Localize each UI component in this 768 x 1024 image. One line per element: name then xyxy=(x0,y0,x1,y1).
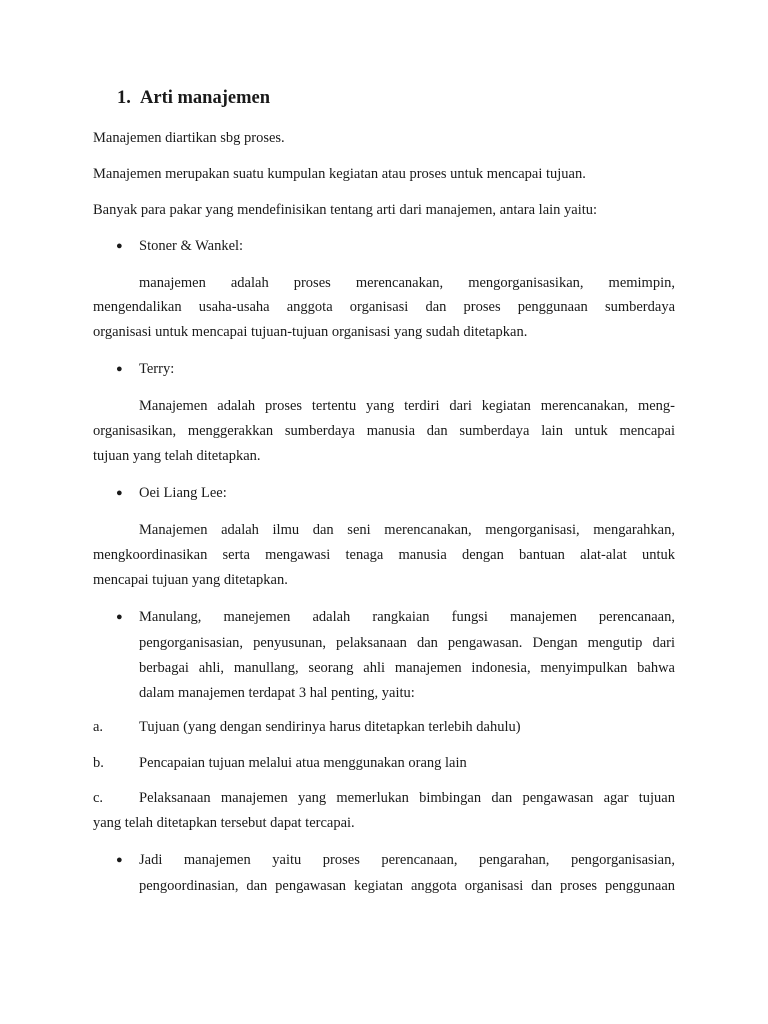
point-text: Pencapaian tujuan melalui atua menggunakan orang lain xyxy=(139,755,467,771)
conclusion-line: Jadi manajemen yaitu proses perencanaan, pengarahan, pengorganisasian, xyxy=(139,852,675,868)
bullet-icon: ● xyxy=(116,240,123,252)
expert-definition-line: tujuan yang telah ditetapkan. xyxy=(93,448,261,464)
point-marker: b. xyxy=(93,755,104,771)
heading-number: 1. xyxy=(117,88,131,108)
expert-name-stoner-wankel: Stoner & Wankel: xyxy=(139,238,244,254)
bullet-icon: ● xyxy=(116,487,123,499)
bullet-icon: ● xyxy=(116,854,123,866)
manulang-line: pengorganisasian, penyusunan, pelaksanaan dan pengawasan. Dengan mengutip dari xyxy=(139,635,675,651)
bullet-icon: ● xyxy=(116,363,123,375)
expert-definition-line: mengendalikan usaha-usaha anggota organisasi dan proses penggunaan sumberdaya xyxy=(93,299,675,315)
manulang-line: dalam manajemen terdapat 3 hal penting, yaitu: xyxy=(139,685,415,701)
point-text: Tujuan (yang dengan sendirinya harus ditetapkan terlebih dahulu) xyxy=(139,719,521,735)
manulang-line: berbagai ahli, manullang, seorang ahli manajemen indonesia, menyimpulkan bahwa xyxy=(139,660,675,676)
expert-definition-line: Manajemen adalah ilmu dan seni merencanakan, mengorganisasi, mengarahkan, xyxy=(139,522,675,538)
intro-paragraph-2: Manajemen merupakan suatu kumpulan kegiatan atau proses untuk mencapai tujuan. xyxy=(93,166,586,182)
expert-definition-line: mengkoordinasikan serta mengawasi tenaga manusia dengan bantuan alat-alat untuk xyxy=(93,547,675,563)
intro-paragraph-1: Manajemen diartikan sbg proses. xyxy=(93,130,285,146)
expert-name-oei-liang-lee: Oei Liang Lee: xyxy=(139,485,227,501)
point-text: Pelaksanaan manajemen yang memerlukan bimbingan dan pengawasan agar tujuan xyxy=(139,790,675,806)
point-text: yang telah ditetapkan tersebut dapat tercapai. xyxy=(93,815,355,831)
manulang-line: Manulang, manejemen adalah rangkaian fungsi manajemen perencanaan, xyxy=(139,609,675,625)
point-marker: c. xyxy=(93,790,104,806)
section-heading xyxy=(117,88,270,109)
expert-definition-line: manajemen adalah proses merencanakan, mengorganisasikan, memimpin, xyxy=(139,275,675,291)
intro-paragraph-3: Banyak para pakar yang mendefinisikan tentang arti dari manajemen, antara lain yaitu: xyxy=(93,202,598,218)
expert-definition-line: organisasi untuk mencapai tujuan-tujuan organisasi yang sudah ditetapkan. xyxy=(93,324,528,340)
expert-definition-line: organisasikan, menggerakkan sumberdaya manusia dan sumberdaya lain untuk mencapai xyxy=(93,423,675,439)
bullet-icon: ● xyxy=(116,611,123,623)
expert-definition-line: Manajemen adalah proses tertentu yang terdiri dari kegiatan merencanakan, meng- xyxy=(139,398,675,414)
expert-name-terry: Terry: xyxy=(139,361,175,377)
heading-title: Arti manajemen xyxy=(140,88,270,108)
point-marker: a. xyxy=(93,719,104,735)
expert-definition-line: mencapai tujuan yang ditetapkan. xyxy=(93,572,288,588)
conclusion-line: pengoordinasian, dan pengawasan kegiatan anggota organisasi dan proses penggunaan xyxy=(139,878,675,894)
